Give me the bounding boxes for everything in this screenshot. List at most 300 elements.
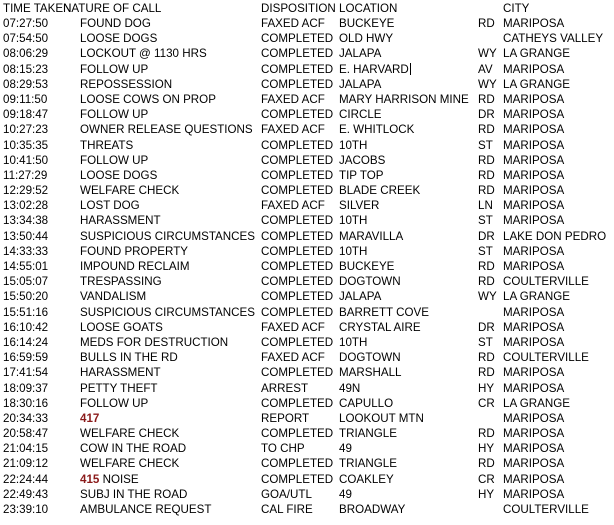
- table-header: [0, 0, 614, 16]
- street-suffix-cell: RD: [478, 260, 495, 273]
- nature-cell: [80, 441, 186, 456]
- table-row: [0, 62, 614, 77]
- city-cell: LA GRANGE: [503, 290, 571, 304]
- location-text: 49: [339, 442, 352, 456]
- table-row: [0, 365, 614, 380]
- nature-text: LOST DOG: [80, 199, 140, 213]
- location-cell: [339, 244, 367, 259]
- nature-text: LOOSE COWS ON PROP: [80, 92, 216, 106]
- street-suffix-cell: DR: [478, 108, 495, 122]
- street-suffix-cell: AV: [478, 62, 493, 76]
- table-row: [0, 31, 614, 46]
- disposition-cell: COMPLETED: [261, 366, 334, 380]
- nature-text: FOUND PROPERTY: [80, 244, 189, 258]
- time-cell: 13:34:38: [3, 214, 49, 228]
- nature-cell: [80, 229, 255, 244]
- location-cell: [339, 122, 414, 137]
- location-cell: [339, 153, 385, 168]
- city-cell: MARIPOSA: [503, 457, 565, 471]
- location-cell: [339, 381, 360, 396]
- time-cell: 16:10:42: [3, 320, 49, 334]
- location-text: SILVER: [339, 199, 380, 213]
- location-text: JALAPA: [339, 47, 382, 61]
- nature-text: OWNER RELEASE QUESTIONS: [80, 123, 253, 137]
- nature-text: SUSPICIOUS CIRCUMSTANCES: [80, 305, 255, 319]
- street-suffix-cell: DR: [478, 229, 495, 243]
- time-cell: 08:29:53: [3, 77, 49, 91]
- street-suffix-cell: CR: [478, 396, 495, 410]
- location-text: BARRETT COVE: [339, 305, 429, 319]
- location-text: OLD HWY: [339, 32, 394, 46]
- location-text: COAKLEY: [339, 472, 394, 486]
- location-text: TIP TOP: [339, 168, 384, 182]
- street-suffix-cell: ST: [478, 244, 493, 258]
- location-text: CIRCLE: [339, 108, 382, 122]
- location-text: 10TH: [339, 138, 368, 152]
- location-cell: [339, 305, 429, 320]
- location-cell: [339, 487, 352, 502]
- street-suffix-cell: WY: [478, 47, 497, 61]
- nature-cell: [80, 198, 140, 213]
- city-cell: MARIPOSA: [503, 92, 565, 106]
- nature-text: VANDALISM: [80, 290, 147, 304]
- location-text: E. WHITLOCK: [339, 123, 415, 137]
- location-cell: [339, 213, 367, 228]
- street-suffix-cell: DR: [478, 320, 495, 334]
- disposition-cell: COMPLETED: [261, 335, 334, 349]
- table-row: [0, 46, 614, 61]
- street-suffix-cell: RD: [478, 153, 495, 167]
- disposition-cell: FAXED ACF: [261, 320, 325, 334]
- city-cell: COULTERVILLE: [503, 275, 589, 289]
- city-cell: CATHEYS VALLEY: [503, 32, 604, 46]
- table-row: [0, 138, 614, 153]
- nature-cell: [80, 487, 187, 502]
- time-cell: 13:02:28: [3, 199, 49, 213]
- nature-text: HARASSMENT: [80, 366, 161, 380]
- location-cell: [339, 472, 394, 487]
- nature-cell: [80, 320, 163, 335]
- disposition-cell: COMPLETED: [261, 62, 334, 76]
- time-cell: 21:09:12: [3, 457, 49, 471]
- table-row: [0, 274, 614, 289]
- street-suffix-cell: HY: [478, 487, 495, 501]
- nature-text: COW IN THE ROAD: [80, 442, 187, 456]
- street-suffix-cell: WY: [478, 290, 497, 304]
- city-cell: MARIPOSA: [503, 366, 565, 380]
- table-row: [0, 350, 614, 365]
- nature-text: HARASSMENT: [80, 214, 161, 228]
- street-suffix-cell: ST: [478, 214, 493, 228]
- city-cell: MARIPOSA: [503, 153, 565, 167]
- location-text: BUCKEYE: [339, 17, 395, 30]
- city-cell: COULTERVILLE: [503, 351, 589, 365]
- time-cell: 07:27:50: [3, 17, 49, 30]
- nature-cell: [80, 153, 148, 168]
- city-cell: MARIPOSA: [503, 123, 565, 137]
- nature-cell: [80, 289, 146, 304]
- nature-cell: [80, 138, 133, 153]
- table-row: [0, 472, 614, 487]
- time-cell: 13:50:44: [3, 229, 49, 243]
- nature-cell: [80, 411, 99, 426]
- street-suffix-cell: RD: [478, 351, 495, 365]
- disposition-cell: COMPLETED: [261, 457, 334, 471]
- table-row: [0, 502, 614, 517]
- street-suffix-cell: RD: [478, 17, 495, 30]
- nature-cell: [80, 46, 207, 61]
- time-cell: 23:39:10: [3, 503, 49, 516]
- table-row: [0, 168, 614, 183]
- disposition-cell: FAXED ACF: [261, 351, 325, 365]
- disposition-cell: ARREST: [261, 381, 309, 395]
- disposition-cell: CAL FIRE: [261, 503, 313, 516]
- disposition-cell: COMPLETED: [261, 290, 334, 304]
- location-text: MARAVILLA: [339, 229, 404, 243]
- disposition-cell: FAXED ACF: [261, 123, 325, 137]
- street-suffix-cell: RD: [478, 366, 495, 380]
- city-cell: MARIPOSA: [503, 381, 565, 395]
- table-row: [0, 259, 614, 274]
- city-cell: MARIPOSA: [503, 138, 565, 152]
- nature-cell: [80, 472, 139, 487]
- nature-cell: [80, 213, 161, 228]
- location-cell: [339, 350, 401, 365]
- table-row: [0, 92, 614, 107]
- location-cell: [339, 259, 394, 274]
- table-row: [0, 77, 614, 92]
- city-cell: MARIPOSA: [503, 320, 565, 334]
- time-cell: 20:58:47: [3, 427, 49, 441]
- table-row: [0, 122, 614, 137]
- location-text: E. HARVARD: [339, 62, 409, 76]
- penal-code: 415: [80, 472, 100, 486]
- nature-cell: [80, 62, 148, 77]
- location-text: 10TH: [339, 335, 368, 349]
- time-cell: 17:41:54: [3, 366, 49, 380]
- table-row: [0, 213, 614, 228]
- time-cell: 14:55:01: [3, 260, 49, 273]
- location-text: TRIANGLE: [339, 427, 397, 441]
- street-suffix-cell: RD: [478, 184, 495, 198]
- nature-cell: [80, 168, 157, 183]
- nature-cell: [80, 381, 158, 396]
- time-cell: 21:04:15: [3, 442, 49, 456]
- nature-text: FOUND DOG: [80, 17, 151, 30]
- nature-cell: [80, 274, 162, 289]
- city-cell: LA GRANGE: [503, 396, 571, 410]
- table-row: [0, 229, 614, 244]
- location-cell: [339, 396, 393, 411]
- location-text: DOGTOWN: [339, 275, 401, 289]
- nature-text: WELFARE CHECK: [80, 427, 180, 441]
- table-row: [0, 198, 614, 213]
- street-suffix-cell: RD: [478, 275, 495, 289]
- location-cell: [339, 16, 394, 31]
- city-cell: MARIPOSA: [503, 442, 565, 456]
- disposition-cell: REPORT: [261, 411, 310, 425]
- time-cell: 16:59:59: [3, 351, 49, 365]
- table-row: [0, 335, 614, 350]
- time-cell: 09:11:50: [3, 92, 48, 106]
- street-suffix-cell: RD: [478, 427, 495, 441]
- location-text: 49N: [339, 381, 361, 395]
- location-text: 49: [339, 487, 352, 501]
- city-cell: MARIPOSA: [503, 184, 565, 198]
- city-cell: MARIPOSA: [503, 305, 565, 319]
- city-cell: MARIPOSA: [503, 199, 565, 213]
- city-cell: MARIPOSA: [503, 335, 565, 349]
- location-text: JALAPA: [339, 77, 382, 91]
- nature-cell: [80, 259, 190, 274]
- city-cell: LAKE DON PEDRO: [503, 229, 607, 243]
- disposition-cell: FAXED ACF: [261, 92, 325, 106]
- header-time-taken: TIME TAKEN: [3, 2, 72, 15]
- location-cell: [339, 335, 367, 350]
- disposition-cell: FAXED ACF: [261, 17, 325, 30]
- disposition-cell: COMPLETED: [261, 153, 334, 167]
- location-cell: [339, 183, 420, 198]
- nature-text: LOOSE DOGS: [80, 168, 158, 182]
- time-cell: 08:15:23: [3, 62, 49, 76]
- location-cell: [339, 502, 405, 517]
- disposition-cell: COMPLETED: [261, 138, 334, 152]
- header-disposition: DISPOSITION: [261, 2, 336, 15]
- nature-cell: [80, 107, 148, 122]
- nature-cell: [80, 244, 188, 259]
- location-text: TRIANGLE: [339, 457, 397, 471]
- time-cell: 15:05:07: [3, 275, 49, 289]
- city-cell: MARIPOSA: [503, 214, 565, 228]
- location-cell: [339, 456, 397, 471]
- location-text: 10TH: [339, 214, 368, 228]
- nature-text: NOISE: [99, 472, 139, 486]
- nature-cell: [80, 92, 216, 107]
- nature-text: FOLLOW UP: [80, 153, 149, 167]
- disposition-cell: COMPLETED: [261, 275, 334, 289]
- time-cell: 07:54:50: [3, 32, 49, 46]
- disposition-cell: COMPLETED: [261, 244, 334, 258]
- location-cell: [339, 320, 421, 335]
- city-cell: MARIPOSA: [503, 244, 565, 258]
- city-cell: LA GRANGE: [503, 47, 571, 61]
- table-row: [0, 320, 614, 335]
- location-cell: [339, 31, 393, 46]
- time-cell: 08:06:29: [3, 47, 49, 61]
- location-cell: [339, 289, 381, 304]
- street-suffix-cell: CR: [478, 472, 495, 486]
- header-location: LOCATION: [339, 2, 398, 15]
- table-body: [0, 16, 614, 517]
- nature-text: FOLLOW UP: [80, 62, 149, 76]
- street-suffix-cell: HY: [478, 381, 495, 395]
- table-row: [0, 456, 614, 471]
- table-row: [0, 107, 614, 122]
- street-suffix-cell: WY: [478, 77, 497, 91]
- disposition-cell: TO CHP: [261, 442, 305, 456]
- location-text: JACOBS: [339, 153, 386, 167]
- disposition-cell: COMPLETED: [261, 229, 334, 243]
- penal-code: 417: [80, 411, 100, 425]
- table-row: [0, 426, 614, 441]
- time-cell: 10:35:35: [3, 138, 49, 152]
- location-text: MARSHALL: [339, 366, 402, 380]
- disposition-cell: COMPLETED: [261, 396, 334, 410]
- city-cell: MARIPOSA: [503, 260, 565, 273]
- disposition-cell: COMPLETED: [261, 108, 334, 122]
- disposition-cell: COMPLETED: [261, 472, 334, 486]
- city-cell: MARIPOSA: [503, 108, 565, 122]
- time-cell: 22:49:43: [3, 487, 49, 501]
- nature-cell: [80, 31, 157, 46]
- location-text: BROADWAY: [339, 503, 406, 516]
- location-cell: [339, 168, 383, 183]
- nature-cell: [80, 122, 253, 137]
- street-suffix-cell: RD: [478, 457, 495, 471]
- city-cell: MARIPOSA: [503, 427, 565, 441]
- nature-text: MEDS FOR DESTRUCTION: [80, 335, 229, 349]
- location-cell: [339, 426, 397, 441]
- disposition-cell: COMPLETED: [261, 168, 334, 182]
- location-text: CAPULLO: [339, 396, 394, 410]
- table-row: [0, 244, 614, 259]
- city-cell: MARIPOSA: [503, 17, 565, 30]
- location-cell: [339, 274, 401, 289]
- disposition-cell: COMPLETED: [261, 260, 334, 273]
- table-row: [0, 411, 614, 426]
- time-cell: 11:27:29: [3, 168, 48, 182]
- nature-text: BULLS IN THE RD: [80, 351, 178, 365]
- location-text: 10TH: [339, 244, 368, 258]
- nature-text: IMPOUND RECLAIM: [80, 260, 190, 273]
- street-suffix-cell: RD: [478, 168, 495, 182]
- disposition-cell: COMPLETED: [261, 77, 334, 91]
- city-cell: MARIPOSA: [503, 487, 565, 501]
- nature-cell: [80, 183, 179, 198]
- disposition-cell: COMPLETED: [261, 184, 334, 198]
- nature-text: THREATS: [80, 138, 134, 152]
- nature-text: SUBJ IN THE ROAD: [80, 487, 188, 501]
- time-cell: 10:41:50: [3, 153, 49, 167]
- street-suffix-cell: ST: [478, 138, 493, 152]
- table-row: [0, 487, 614, 502]
- nature-text: LOCKOUT @ 1130 HRS: [80, 47, 207, 61]
- table-row: [0, 441, 614, 456]
- nature-cell: [80, 305, 255, 320]
- nature-text: AMBULANCE REQUEST: [80, 503, 212, 516]
- disposition-cell: COMPLETED: [261, 214, 334, 228]
- nature-text: FOLLOW UP: [80, 396, 149, 410]
- location-cell: [339, 198, 379, 213]
- table-row: [0, 289, 614, 304]
- time-cell: 18:30:16: [3, 396, 49, 410]
- table-row: [0, 305, 614, 320]
- time-cell: 18:09:37: [3, 381, 49, 395]
- street-suffix-cell: RD: [478, 92, 495, 106]
- nature-text: FOLLOW UP: [80, 108, 149, 122]
- city-cell: LA GRANGE: [503, 77, 571, 91]
- nature-cell: [80, 350, 178, 365]
- city-cell: MARIPOSA: [503, 472, 565, 486]
- location-cell: [339, 411, 424, 426]
- nature-text: WELFARE CHECK: [80, 184, 180, 198]
- location-text: DOGTOWN: [339, 351, 401, 365]
- disposition-cell: COMPLETED: [261, 32, 334, 46]
- location-text: BUCKEYE: [339, 260, 395, 273]
- location-text: JALAPA: [339, 290, 382, 304]
- location-cell: [339, 62, 411, 77]
- table-row: [0, 16, 614, 31]
- nature-cell: [80, 396, 148, 411]
- disposition-cell: FAXED ACF: [261, 199, 325, 213]
- nature-text: TRESPASSING: [80, 275, 162, 289]
- location-cell: [339, 92, 469, 107]
- nature-cell: [80, 365, 161, 380]
- time-cell: 12:29:52: [3, 184, 49, 198]
- city-cell: MARIPOSA: [503, 411, 565, 425]
- street-suffix-cell: RD: [478, 123, 495, 137]
- nature-text: LOOSE GOATS: [80, 320, 163, 334]
- time-cell: 22:24:44: [3, 472, 49, 486]
- table-row: [0, 381, 614, 396]
- city-cell: COULTERVILLE: [503, 503, 589, 516]
- street-suffix-cell: LN: [478, 199, 493, 213]
- location-text: LOOKOUT MTN: [339, 411, 424, 425]
- location-text: BLADE CREEK: [339, 184, 421, 198]
- disposition-cell: COMPLETED: [261, 305, 334, 319]
- location-text: MARY HARRISON MINE: [339, 92, 469, 106]
- location-cell: [339, 441, 352, 456]
- nature-cell: [80, 16, 151, 31]
- time-cell: 09:18:47: [3, 108, 49, 122]
- location-cell: [339, 77, 381, 92]
- table-row: [0, 183, 614, 198]
- nature-cell: [80, 77, 172, 92]
- time-cell: 10:27:23: [3, 123, 49, 137]
- nature-cell: [80, 456, 179, 471]
- table-row: [0, 396, 614, 411]
- street-suffix-cell: ST: [478, 335, 493, 349]
- nature-text: PETTY THEFT: [80, 381, 158, 395]
- time-cell: 14:33:33: [3, 244, 49, 258]
- time-cell: 15:51:16: [3, 305, 49, 319]
- disposition-cell: COMPLETED: [261, 47, 334, 61]
- nature-cell: [80, 335, 228, 350]
- nature-cell: [80, 426, 179, 441]
- location-cell: [339, 229, 403, 244]
- disposition-cell: COMPLETED: [261, 427, 334, 441]
- table-row: [0, 153, 614, 168]
- disposition-cell: GOA/UTL: [261, 487, 312, 501]
- time-cell: 20:34:33: [3, 411, 49, 425]
- header-nature-of-call: NATURE OF CALL: [63, 2, 162, 15]
- location-cell: [339, 46, 381, 61]
- location-cell: [339, 365, 402, 380]
- city-cell: MARIPOSA: [503, 62, 565, 76]
- street-suffix-cell: HY: [478, 442, 495, 456]
- header-city: CITY: [503, 2, 530, 15]
- text-cursor: [410, 63, 411, 75]
- nature-cell: [80, 502, 211, 517]
- nature-text: LOOSE DOGS: [80, 32, 158, 46]
- location-cell: [339, 107, 382, 122]
- location-text: CRYSTAL AIRE: [339, 320, 421, 334]
- time-cell: 15:50:20: [3, 290, 49, 304]
- nature-text: WELFARE CHECK: [80, 457, 180, 471]
- nature-text: SUSPICIOUS CIRCUMSTANCES: [80, 229, 255, 243]
- nature-text: REPOSSESSION: [80, 77, 173, 91]
- city-cell: MARIPOSA: [503, 168, 565, 182]
